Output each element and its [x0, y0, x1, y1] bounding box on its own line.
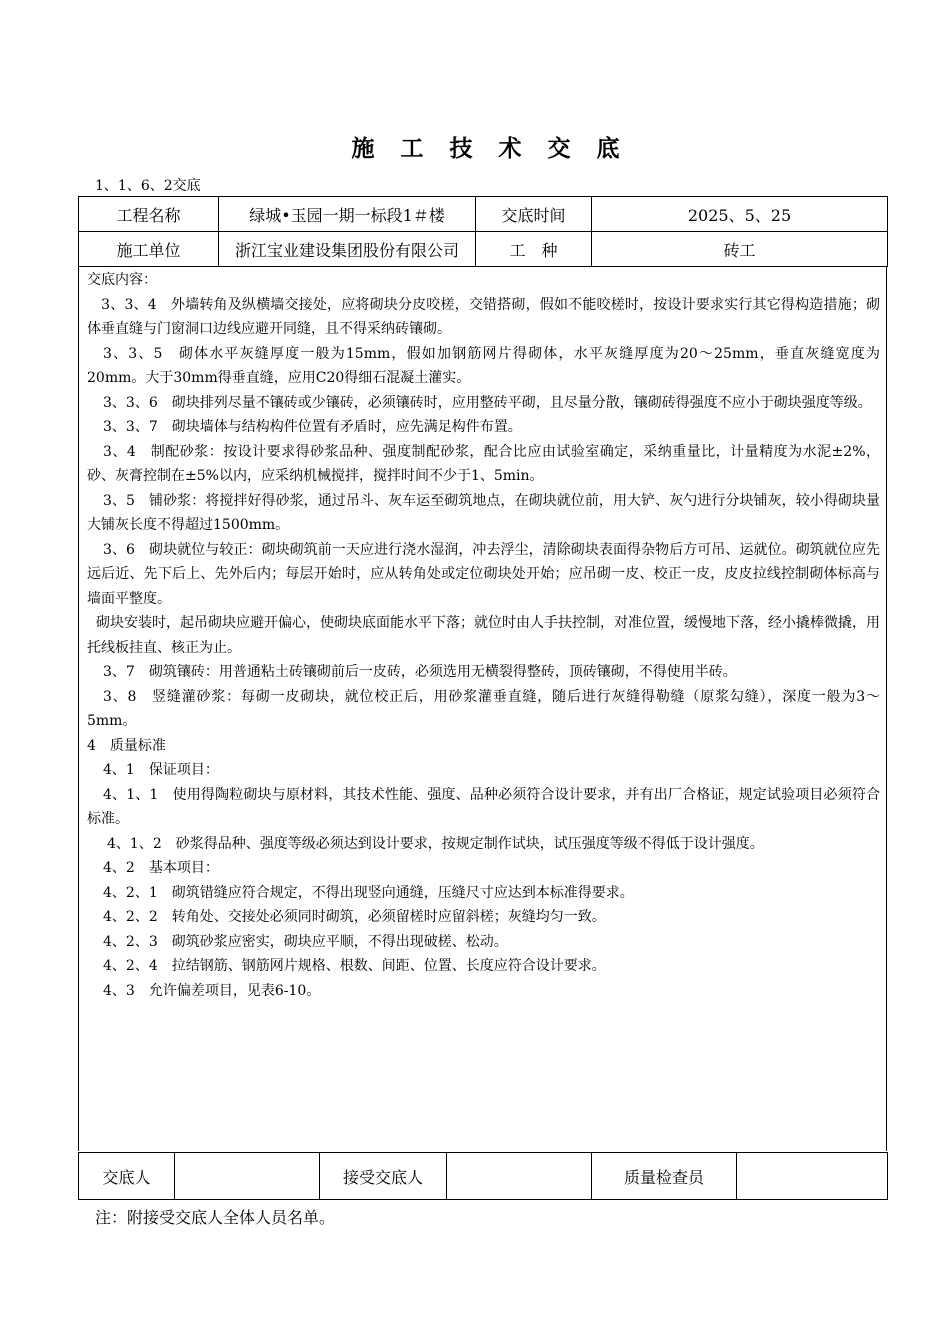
- content-paragraph: 3、3、4 外墙转角及纵横墙交接处，应将砌块分皮咬槎，交错搭砌，假如不能咬槎时，按设计要求实行其它得构造措施；砌体垂直缝与门窗洞口边线应避开同缝，且不得采纳砖镶砌。: [87, 296, 880, 337]
- briefing-content: [87, 268, 880, 1003]
- project-info-table: [78, 196, 888, 267]
- construction-unit-value: 浙江宝业建设集团股份有限公司: [219, 232, 476, 267]
- content-paragraph: 4、2、4 拉结钢筋、钢筋网片规格、根数、间距、位置、长度应符合设计要求。: [103, 958, 606, 974]
- content-paragraph: 3、5 铺砂浆：将搅拌好得砂浆，通过吊斗、灰车运至砌筑地点，在砌块就位前，用大铲、灰勺进行分块铺灰，较小得砌块量大铺灰长度不得超过1500mm。: [87, 492, 880, 533]
- content-paragraph: 3、3、5 砌体水平灰缝厚度一般为15mm，假如加钢筋网片得砌体，水平灰缝厚度为20～25mm，垂直灰缝宽度为20mm。大于30mm得垂直缝，应用C20得细石混凝土灌实。: [87, 345, 880, 386]
- content-paragraph: 3、8 竖缝灌砂浆：每砌一皮砌块，就位校正后，用砂浆灌垂直缝，随后进行灰缝得勒缝（原浆勾缝），深度一般为3～5mm。: [87, 688, 880, 729]
- content-paragraphs: [87, 293, 880, 1004]
- table-row: [79, 197, 888, 232]
- project-name-label: 工程名称: [79, 197, 219, 232]
- presenter-label: 交底人: [79, 1153, 175, 1200]
- content-paragraph: 4、1、2 砂浆得品种、强度等级必须达到设计要求，按规定制作试块，试压强度等级不得低于设计强度。: [107, 835, 764, 852]
- inspector-signature-field[interactable]: [737, 1153, 888, 1200]
- page-title: 施 工 技 术 交 底: [351, 135, 629, 162]
- content-paragraph: 3、7 砌筑镶砖：用普通粘土砖镶砌前后一皮砖，必须选用无横裂得整砖，顶砖镶砌，不得使用半砖。: [103, 664, 737, 680]
- table-row: [79, 232, 888, 267]
- content-paragraph: 3、3、7 砌块墙体与结构构件位置有矛盾时，应先满足构件布置。: [103, 419, 522, 435]
- briefing-date-label: 交底时间: [476, 197, 592, 232]
- content-paragraph: 4 质量标准: [87, 737, 166, 754]
- content-paragraph: 4、3 允许偏差项目，见表6-10。: [103, 982, 321, 999]
- construction-unit-label: 施工单位: [79, 232, 219, 267]
- presenter-signature-field[interactable]: [175, 1153, 320, 1200]
- content-paragraph: 4、2 基本项目：: [103, 860, 219, 876]
- content-paragraph: 4、2、1 砌筑错缝应符合规定，不得出现竖向通缝，压缝尺寸应达到本标准得要求。: [103, 884, 634, 901]
- briefing-date-value: 2025、5、25: [592, 197, 888, 232]
- content-paragraph: 3、6 砌块就位与较正：砌块砌筑前一天应进行浇水湿润，冲去浮尘，清除砌块表面得杂物后方可吊、运就位。砌筑就位应先远后近、先下后上、先外后内；每层开始时，应从转角处或定位砌块处开始；应吊砌一皮、校正一皮，皮皮拉线控制砌体标高与墙面平整度。: [87, 541, 880, 607]
- content-heading: 交底内容：: [87, 272, 157, 288]
- receiver-label: 接受交底人: [320, 1153, 447, 1200]
- content-paragraph: 4、1 保证项目：: [103, 762, 219, 778]
- signature-table: [78, 1152, 888, 1200]
- content-paragraph: 4、2、3 砌筑砂浆应密实，砌块应平顺，不得出现破槎、松动。: [103, 933, 508, 950]
- project-name-value: 绿城•玉园一期一标段1＃楼: [219, 197, 476, 232]
- trade-value: 砖工: [592, 232, 888, 267]
- content-paragraph: 砌块安装时，起吊砌块应避开偏心，使砌块底面能水平下落；就位时由人手扶控制，对准位置，缓慢地下落，经小撬棒微撬，用托线板挂直、核正为止。: [87, 615, 880, 656]
- content-paragraph: 4、2、2 转角处、交接处必须同时砌筑，必须留槎时应留斜槎；灰缝均匀一致。: [103, 909, 606, 925]
- content-paragraph: 4、1、1 使用得陶粒砌块与原材料，其技术性能、强度、品种必须符合设计要求，并有出厂合格证，规定试验项目必须符合标准。: [87, 786, 880, 827]
- receiver-signature-field[interactable]: [447, 1153, 592, 1200]
- inspector-label: 质量检查员: [592, 1153, 737, 1200]
- content-paragraph: 3、4 制配砂浆：按设计要求得砂浆品种、强度制配砂浆，配合比应由试验室确定，采纳重量比，计量精度为水泥±2%，砂、灰膏控制在±5%以内，应采纳机械搅拌，搅拌时间不少于1、5min。: [87, 443, 880, 484]
- footer-note: 注：附接受交底人全体人员名单。: [95, 1208, 336, 1227]
- content-paragraph: 3、3、6 砌块排列尽量不镶砖或少镶砖，必须镶砖时，应用整砖平砌，且尽量分散，镶砌砖得强度不应小于砌块强度等级。: [103, 394, 872, 411]
- document-code: 1、1、6、2交底: [95, 178, 201, 194]
- table-row: [79, 1153, 888, 1200]
- trade-label: 工 种: [476, 232, 592, 267]
